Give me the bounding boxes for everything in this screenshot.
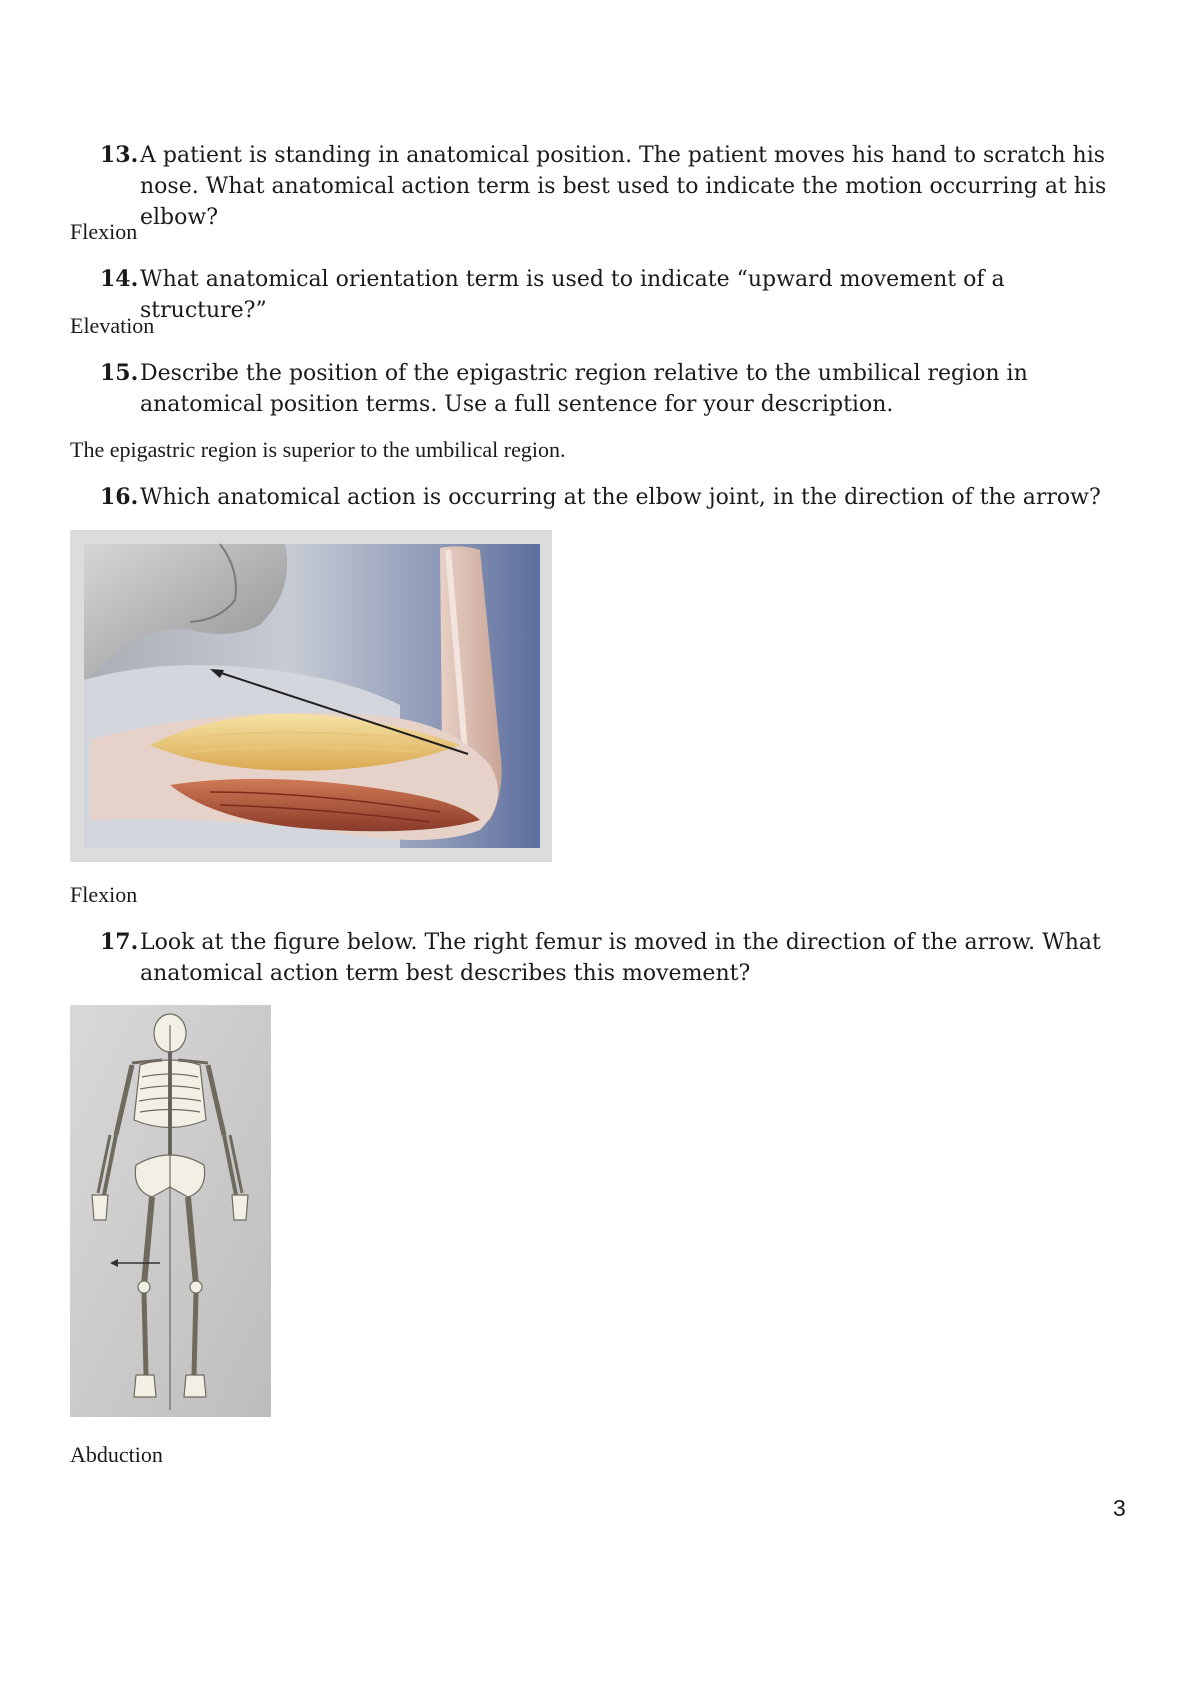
skeleton-illustration [70, 1005, 271, 1417]
elbow-flexion-figure [70, 530, 552, 862]
question-text: Which anatomical action is occurring at the elbow joint, in the direction of the arrow? [140, 485, 1101, 510]
question-number: 17. [100, 929, 139, 955]
question-14 [100, 264, 1110, 326]
page-number: 3 [1113, 1495, 1126, 1521]
answer-16: Flexion [70, 882, 138, 907]
question-13 [100, 140, 1110, 233]
question-17 [100, 927, 1110, 989]
question-number: 16. [100, 484, 139, 510]
question-text: What anatomical orientation term is used to indicate “upward movement of a structure?” [140, 267, 1005, 323]
skeleton-abduction-figure [70, 1005, 271, 1417]
question-15 [100, 358, 1110, 420]
question-text: Describe the position of the epigastric region relative to the umbilical region in anatomical position terms. Use a full sentence for your description. [140, 361, 1028, 417]
question-number: 13. [100, 142, 139, 168]
question-text: Look at the figure below. The right femur is moved in the direction of the arrow. What anatomical action term best describes this movement? [140, 930, 1101, 986]
question-text: A patient is standing in anatomical position. The patient moves his hand to scratch his nose. What anatomical action term is best used to indicate the motion occurring at his elbow? [140, 143, 1107, 230]
answer-13: Flexion [70, 219, 138, 244]
question-number: 14. [100, 266, 139, 292]
question-16 [100, 482, 1110, 513]
answer-15: The epigastric region is superior to the umbilical region. [70, 437, 566, 462]
question-number: 15. [100, 360, 139, 386]
answer-17: Abduction [70, 1442, 163, 1467]
answer-14: Elevation [70, 313, 155, 338]
elbow-flexion-illustration [70, 530, 552, 862]
